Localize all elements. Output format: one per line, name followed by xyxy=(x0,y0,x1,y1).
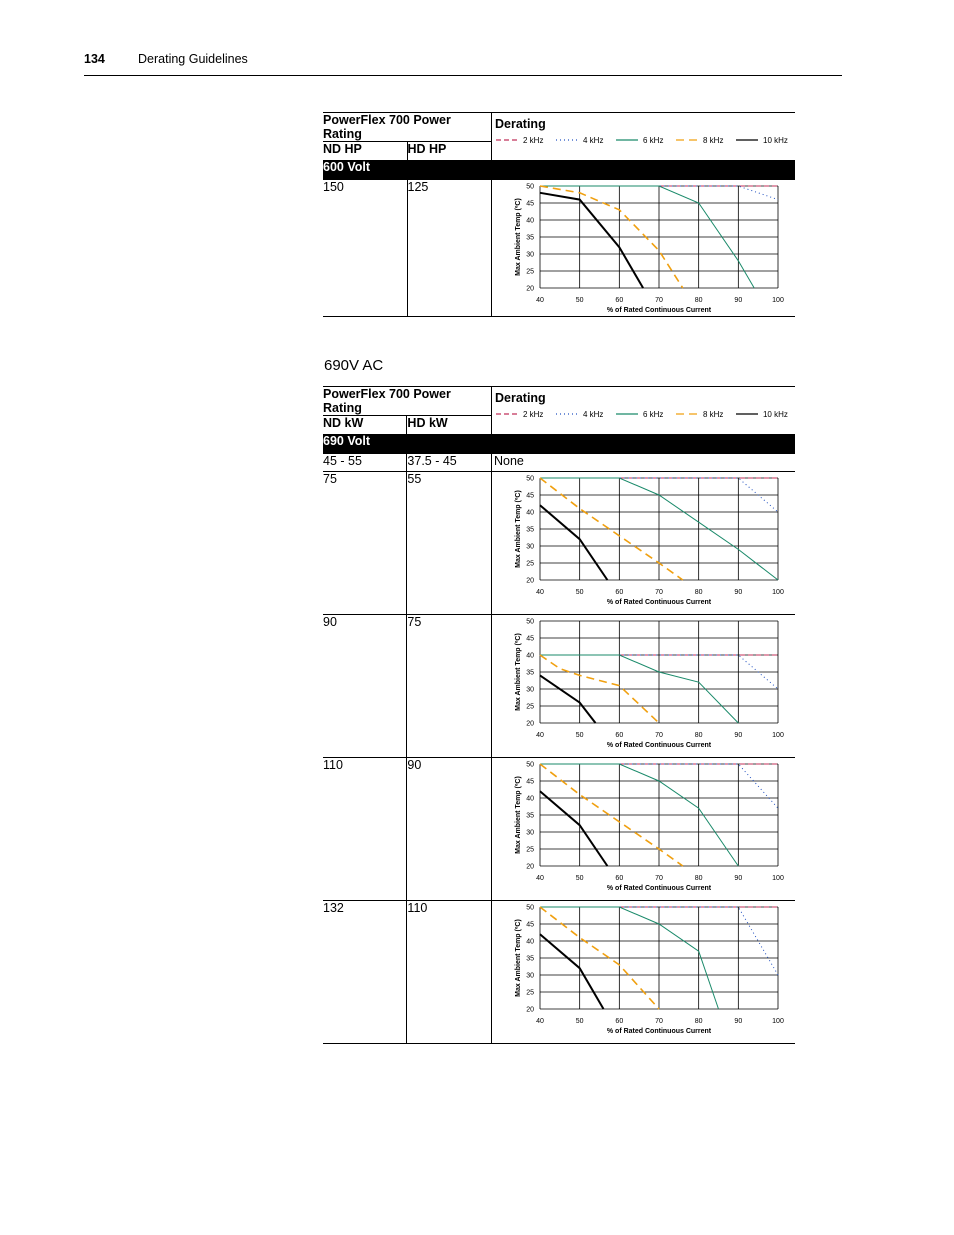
x-tick-label: 90 xyxy=(734,589,743,596)
x-tick-label: 60 xyxy=(615,297,624,304)
x-tick-label: 80 xyxy=(694,1018,703,1025)
x-tick-label: 50 xyxy=(575,589,584,596)
x-tick-label: 100 xyxy=(772,589,784,596)
legend xyxy=(495,405,795,423)
legend-label: 4 kHz xyxy=(582,409,604,419)
legend-item xyxy=(735,136,795,145)
y-tick-label: 25 xyxy=(526,268,534,276)
y-axis-label: Max Ambient Temp (ºC) xyxy=(514,919,522,997)
y-tick-label: 35 xyxy=(526,234,534,242)
y-tick-label: 25 xyxy=(526,846,534,854)
legend-swatch xyxy=(495,137,519,143)
power-rating-title: PowerFlex 700 Power Rating xyxy=(323,387,491,416)
y-tick-label: 20 xyxy=(526,1006,534,1014)
x-tick-label: 70 xyxy=(655,589,663,596)
x-tick-label: 100 xyxy=(772,297,784,304)
x-tick-label: 90 xyxy=(734,297,743,304)
power-rating-title: PowerFlex 700 Power Rating xyxy=(323,113,492,142)
hd-value: 90 xyxy=(407,758,492,901)
legend-label: 10 kHz xyxy=(763,135,788,145)
y-tick-label: 35 xyxy=(526,812,534,820)
y-tick-label: 45 xyxy=(526,778,534,786)
x-axis-label: % of Rated Continuous Current xyxy=(606,742,712,749)
y-tick-label: 40 xyxy=(526,509,534,517)
section-title: 690V AC xyxy=(324,357,384,374)
y-tick-label: 35 xyxy=(526,955,534,963)
x-tick-label: 100 xyxy=(772,732,784,739)
legend-item xyxy=(615,410,675,419)
nd-value: 90 xyxy=(323,615,407,758)
y-tick-label: 20 xyxy=(526,863,534,871)
rating-table-600v xyxy=(323,112,795,317)
y-tick-label: 50 xyxy=(526,761,534,769)
x-tick-label: 40 xyxy=(536,732,544,739)
y-axis-label: Max Ambient Temp (ºC) xyxy=(515,198,522,276)
legend-item xyxy=(555,410,615,419)
x-tick-label: 40 xyxy=(536,297,544,304)
hd-header: HD HP xyxy=(407,142,492,161)
y-tick-label: 30 xyxy=(526,686,534,694)
x-tick-label: 40 xyxy=(536,1018,544,1025)
y-axis-label: Max Ambient Temp (ºC) xyxy=(514,776,522,854)
y-tick-label: 20 xyxy=(526,720,534,728)
legend-swatch xyxy=(495,411,519,417)
legend-label: 2 kHz xyxy=(522,409,544,419)
y-tick-label: 45 xyxy=(526,492,534,500)
series-line-10khz xyxy=(540,934,604,1009)
legend-label: 8 kHz xyxy=(702,409,724,419)
nd-value: 132 xyxy=(323,901,407,1044)
x-tick-label: 40 xyxy=(536,875,544,882)
y-axis-label: Max Ambient Temp (ºC) xyxy=(514,633,522,711)
y-tick-label: 45 xyxy=(526,921,534,929)
y-tick-label: 35 xyxy=(526,669,534,677)
legend-item xyxy=(675,136,735,145)
hd-value: 110 xyxy=(407,901,492,1044)
y-axis-label: Max Ambient Temp (ºC) xyxy=(514,490,522,568)
legend-swatch xyxy=(675,137,699,143)
y-tick-label: 50 xyxy=(526,183,534,191)
derating-chart xyxy=(494,180,794,316)
derating-chart xyxy=(494,472,794,608)
y-tick-label: 45 xyxy=(526,200,534,208)
series-line-10khz xyxy=(540,791,607,866)
nd-value: 110 xyxy=(323,758,407,901)
legend xyxy=(495,131,795,149)
y-tick-label: 25 xyxy=(526,989,534,997)
series-line-10khz xyxy=(540,193,643,288)
legend-item xyxy=(495,136,555,145)
x-tick-label: 90 xyxy=(734,1018,743,1025)
legend-item xyxy=(675,410,735,419)
legend-label: 10 kHz xyxy=(762,409,788,419)
legend-label: 6 kHz xyxy=(642,409,664,419)
legend-swatch xyxy=(735,137,759,143)
legend-swatch xyxy=(555,411,579,417)
legend-swatch xyxy=(675,411,699,417)
legend-swatch xyxy=(615,137,639,143)
y-tick-label: 30 xyxy=(526,972,534,980)
x-tick-label: 50 xyxy=(575,297,584,304)
x-axis-label: % of Rated Continuous Current xyxy=(606,307,712,314)
x-tick-label: 90 xyxy=(734,732,743,739)
y-tick-label: 30 xyxy=(526,543,534,551)
volt-banner: 600 Volt xyxy=(323,160,795,180)
nd-header: ND HP xyxy=(323,142,407,161)
x-tick-label: 50 xyxy=(575,732,584,739)
x-tick-label: 70 xyxy=(655,297,663,304)
x-axis-label: % of Rated Continuous Current xyxy=(606,1028,712,1035)
y-tick-label: 30 xyxy=(526,251,534,259)
x-tick-label: 80 xyxy=(694,875,703,882)
x-tick-label: 60 xyxy=(615,732,624,739)
legend-swatch xyxy=(615,411,639,417)
derating-title: Derating xyxy=(495,117,546,131)
y-tick-label: 25 xyxy=(526,703,534,711)
x-tick-label: 80 xyxy=(694,732,703,739)
x-tick-label: 80 xyxy=(694,589,703,596)
nd-value: 75 xyxy=(323,472,407,615)
series-line-10khz xyxy=(540,675,596,723)
x-tick-label: 40 xyxy=(536,589,544,596)
derating-none: None xyxy=(491,454,795,472)
legend-item xyxy=(555,136,615,145)
x-tick-label: 100 xyxy=(772,1018,784,1025)
nd-value: 45 - 55 xyxy=(323,454,407,472)
x-tick-label: 50 xyxy=(575,1018,584,1025)
x-tick-label: 70 xyxy=(655,732,663,739)
x-tick-label: 80 xyxy=(694,297,703,304)
series-line-10khz xyxy=(540,505,607,580)
legend-item xyxy=(615,136,675,145)
x-axis-label: % of Rated Continuous Current xyxy=(606,599,712,606)
derating-chart xyxy=(494,615,794,751)
legend-swatch xyxy=(555,137,579,143)
y-tick-label: 50 xyxy=(526,475,534,483)
y-tick-label: 25 xyxy=(526,560,534,568)
y-tick-label: 35 xyxy=(526,526,534,534)
x-tick-label: 90 xyxy=(734,875,743,882)
derating-chart xyxy=(494,901,794,1037)
y-tick-label: 50 xyxy=(526,618,534,626)
y-tick-label: 20 xyxy=(526,285,534,293)
x-tick-label: 50 xyxy=(575,875,584,882)
derating-chart xyxy=(494,758,794,894)
hd-value: 55 xyxy=(407,472,492,615)
y-tick-label: 40 xyxy=(526,652,534,660)
hd-header: HD kW xyxy=(407,416,492,435)
derating-title: Derating xyxy=(494,391,546,405)
legend-label: 4 kHz xyxy=(583,135,604,145)
x-tick-label: 70 xyxy=(655,1018,663,1025)
legend-label: 8 kHz xyxy=(703,135,724,145)
x-axis-label: % of Rated Continuous Current xyxy=(606,885,712,892)
header-rule xyxy=(84,75,842,76)
y-tick-label: 40 xyxy=(526,795,534,803)
legend-label: 6 kHz xyxy=(643,135,664,145)
y-tick-label: 20 xyxy=(526,577,534,585)
nd-header: ND kW xyxy=(323,416,407,435)
y-tick-label: 40 xyxy=(526,217,534,225)
legend-swatch xyxy=(735,411,759,417)
nd-value: 150 xyxy=(323,180,407,317)
y-tick-label: 45 xyxy=(526,635,534,643)
x-tick-label: 60 xyxy=(615,1018,624,1025)
hd-value: 37.5 - 45 xyxy=(407,454,492,472)
rating-table-690v xyxy=(323,386,795,1044)
legend-item xyxy=(735,410,795,419)
x-tick-label: 60 xyxy=(615,589,624,596)
legend-item xyxy=(495,410,555,419)
page-number: 134 xyxy=(84,52,105,66)
header-title: Derating Guidelines xyxy=(138,52,248,66)
x-tick-label: 70 xyxy=(655,875,663,882)
y-tick-label: 40 xyxy=(526,938,534,946)
hd-value: 75 xyxy=(407,615,492,758)
y-tick-label: 30 xyxy=(526,829,534,837)
hd-value: 125 xyxy=(407,180,492,317)
x-tick-label: 60 xyxy=(615,875,624,882)
legend-label: 2 kHz xyxy=(523,135,544,145)
volt-banner: 690 Volt xyxy=(323,434,795,454)
y-tick-label: 50 xyxy=(526,904,534,912)
x-tick-label: 100 xyxy=(772,875,784,882)
